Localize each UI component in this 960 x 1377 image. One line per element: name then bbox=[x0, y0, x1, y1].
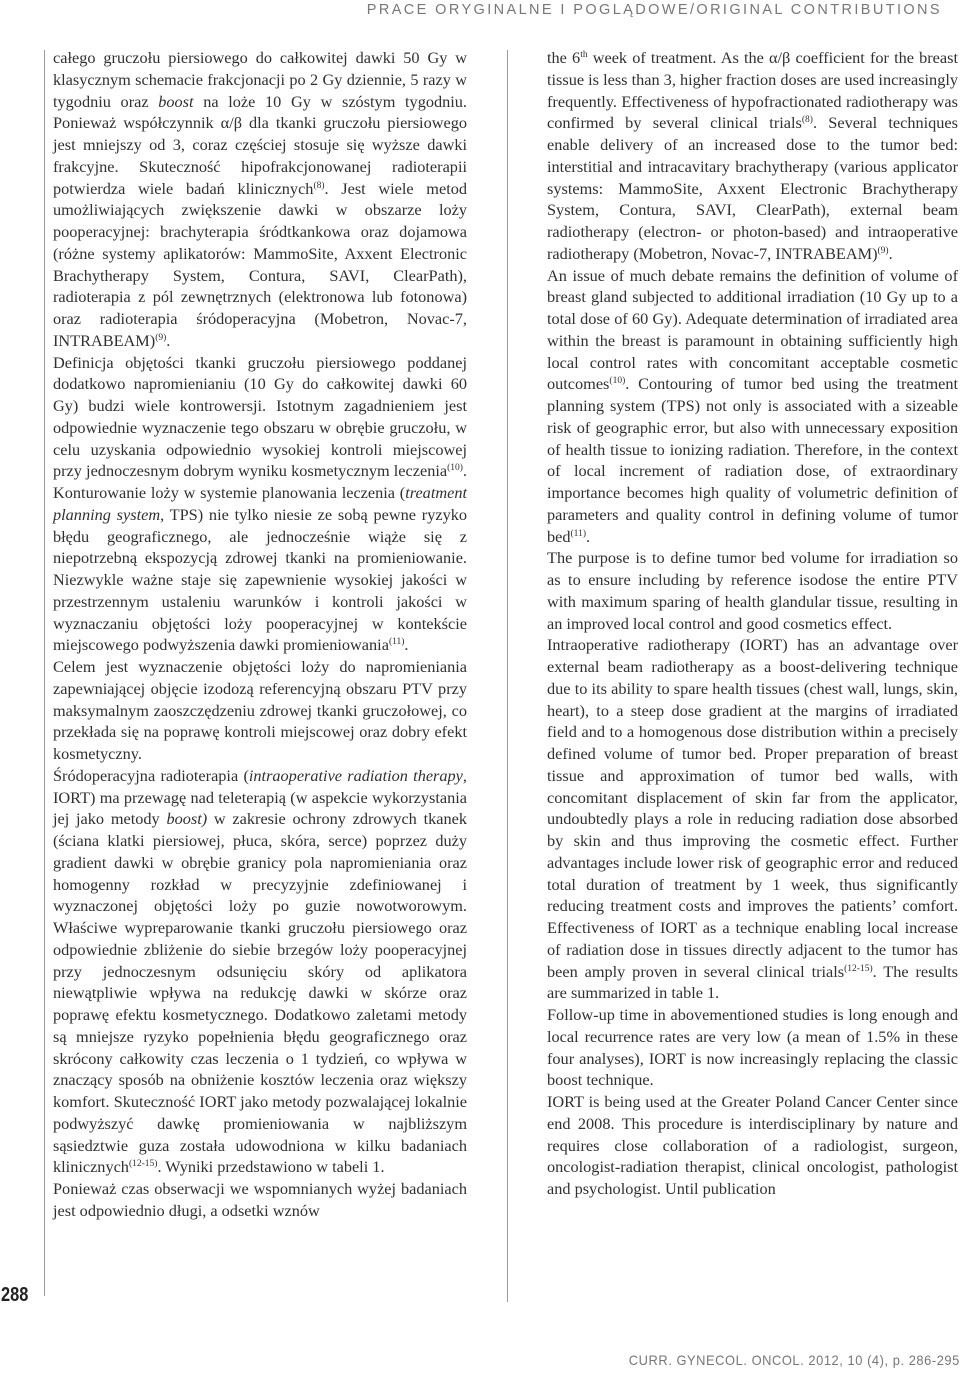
paragraph: the 6th week of treatment. As the α/β coefficient for the breast tissue is less than 3, higher fraction doses are used increasingly frequently. Effectiveness of hypofractionated radiotherapy was confirmed by several clinical trials$^{(8)}$. Several techniques enable delivery of an increased dose to the tumor bed: interstitial and intracavitary brachytherapy (various applicator systems: MammoSite, Axxent Electronic Brachytherapy System, Contura, SAVI, ClearPath), external beam radiotherapy (electron- or photon-based) and intraoperative radiotherapy (Mobetron, Novac-7, INTRABEAM)$^{(9)}$. bbox=[547, 48, 958, 263]
page-number: 288 bbox=[1, 1284, 29, 1306]
paragraph: IORT is being used at the Greater Poland Cancer Center since end 2008. This procedure is interdisciplinary by nature and requires close collaboration of a radiologist, surgeon, oncologist-radiation therapist, clinical oncologist, pathologist and psychologist. Until publication bbox=[547, 1092, 958, 1198]
paragraph: Intraoperative radiotherapy (IORT) has an advantage over external beam radiotherapy as a boost-delivering technique due to its ability to spare health tissues (chest wall, lungs, skin, heart), to a steep dose gradient at the margins of irradiated field and to a homogenous dose distribution within a precisely defined volume of tumor bed. Proper preparation of breast tissue and approximation of tumor bed walls, with concomitant displacement of skin far from the applicator, undoubtedly plays a role in reducing radiation dose absorbed by skin and thus improving the cosmetic effect. Further advantages include lower risk of geographic error and reduced total duration of treatment by 1 week, thus significantly reducing treatment costs and improves the patients’ comfort. Effectiveness of IORT as a technique enabling local increase of radiation dose in tissues directly adjacent to the tumor has been amply proven in several clinical trials$^{(12-15)}$. The results are summarized in table 1. bbox=[547, 635, 958, 1003]
reference-marker: (10) bbox=[447, 463, 463, 474]
page-number-rule bbox=[44, 50, 45, 1296]
paragraph: Ponieważ czas obserwacji we wspomnianych wyżej badaniach jest odpowiednio długi, a odsetki wznów bbox=[53, 1179, 467, 1220]
journal-citation-footer: CURR. GYNECOL. ONCOL. 2012, 10 (4), p. 286-295 bbox=[628, 1352, 960, 1368]
reference-marker: (10) bbox=[609, 376, 626, 387]
reference-marker: (8) bbox=[313, 180, 325, 191]
paragraph: Definicja objętości tkanki gruczołu piersiowego poddanej dodatkowo napromienianiu (10 Gy do całkowitej dawki 60 Gy) budzi wiele kontrowersji. Istotnym zagadnieniem jest odpowiednie wyznaczenie tego obszaru w obrębie gruczołu, w celu uzyskania odpowiednio wysokiej kontroli miejscowej przy jednoczesnym dobrym wyniku kosmetycznym leczenia$^{(10)}$. Konturowanie loży w systemie planowania leczenia (treatment planning system, TPS) nie tylko niesie ze sobą pewne ryzyko błędu geograficznego, ale jednocześnie wiąże się z niepotrzebną ekspozycją zdrowej tkanki na promieniowanie. Niezwykle ważne staje się zapewnienie wysokiej jakości w przestrzennym ustaleniu warunków i kontroli jakości w wyznaczaniu objętości loży pooperacyjnej w kontekście miejscowego podwyższenia dawki promieniowania$^{(11)}$. bbox=[53, 352, 467, 655]
right-column-english bbox=[547, 47, 958, 1200]
reference-marker: (11) bbox=[388, 637, 405, 648]
paragraph: całego gruczołu piersiowego do całkowitej dawki 50 Gy w klasycznym schemacie frakcjonacji po 2 Gy dziennie, 5 razy w tygodniu oraz boost na loże 10 Gy w szóstym tygodniu. Ponieważ współczynnik α/β dla tkanki gruczołu piersiowego jest mniejszy od 3, coraz częściej stosuje się wyższe dawki frakcyjne. Skuteczność hipofrakcjonowanej radioterapii potwierdza wiele badań klinicznych$^{(8)}$. Jest wiele metod umożliwiających zwiększenie dawki w obszarze loży pooperacyjnej: brachyterapia śródtkankowa oraz dojamowa (różne systemy aplikatorów: MammoSite, Axxent Electronic Brachytherapy System, Contura, SAVI, ClearPath), radioterapia z pól zewnętrznych (elektronowa lub fotonowa) oraz radioterapia śródoperacyjna (Mobetron, Novac-7, INTRABEAM)$^{(9)}$. bbox=[53, 48, 468, 350]
reference-marker: (9) bbox=[155, 332, 167, 343]
reference-marker: (12-15) bbox=[844, 963, 873, 974]
column-divider bbox=[507, 50, 508, 1302]
paragraph: The purpose is to define tumor bed volume for irradiation so as to ensure including by reference isodose the entire PTV with maximum sparing of health glandular tissue, resulting in an improved local control and good cosmetics effect. bbox=[547, 548, 958, 633]
reference-marker: (12-15) bbox=[128, 1159, 158, 1170]
paragraph: Śródoperacyjna radioterapia (intraoperative radiation therapy, IORT) ma przewagę nad teleterapią (w aspekcie wykorzystania jej jako metody boost) w zakresie ochrony zdrowych tkanek (ściana klatki piersiowej, płuca, skóra, serce) poprzez duży gradient dawki w obrębie granicy pola napromieniania oraz homogenny rozkład w precyzyjnie zdefiniowanej i wyznaczonej objętości loży po guzie nowotworowym. Właściwe wypreparowanie tkanki gruczołu piersiowego oraz odpowiednie zbliżenie do siebie brzegów loży pooperacyjnej przy jednoczesnym odsunięciu skóry od aplikatora niewątpliwie wpływa na redukcję dawki w skórze oraz poprawę efektu kosmetycznego. Dodatkowo zaletami metody są mniejsze ryzyko popełnienia błędu geograficznego oraz skrócony całkowity czas leczenia o 1 tydzień, co wpływa w znaczący sposób na obniżenie kosztów leczenia oraz większy komfort. Skuteczność IORT jako metody pozwalającej lokalnie podwyższyć dawkę promieniowania w najbliższym sąsiedztwie guza została udowodniona w kilku badaniach klinicznych$^{(12-15)}$. Wyniki przedstawiono w tabeli 1. bbox=[53, 765, 467, 1177]
running-header: PRACE ORYGINALNE I POGLĄDOWE/ORIGINAL CONTRIBUTIONS bbox=[366, 2, 942, 18]
left-column-polish bbox=[53, 47, 467, 1222]
paragraph: An issue of much debate remains the definition of volume of breast gland subjected to additional irradiation (10 Gy up to a total dose of 60 Gy). Adequate determination of irradiated area within the breast is paramount in obtaining sufficiently high local control rates with concomitant acceptable cosmetic outcomes$^{(10)}$. Contouring of tumor bed using the treatment planning system (TPS) not only is associated with a sizeable risk of geographic error, but also with unnecessary exposition of health tissue to ionizing radiation. Therefore, in the context of local increment of radiation dose, of extraordinary importance becomes high quality of volumetric definition of parameters and quality control in defining volume of tumor bed$^{(11)}$. bbox=[547, 265, 958, 546]
paragraph: Follow-up time in abovementioned studies is long enough and local recurrence rates are very low (a mean of 1.5% in these four analyses), IORT is now increasingly replacing the classic boost technique. bbox=[547, 1005, 958, 1090]
paragraph: Celem jest wyznaczenie objętości loży do napromieniania zapewniającej objęcie izodozą referencyjną obszaru PTV przy maksymalnym zaoszczędzeniu zdrowej tkanki gruczołowej, co przekłada się na poprawę kontroli miejscowej oraz dobry efekt kosmetyczny. bbox=[53, 657, 467, 763]
reference-marker: (11) bbox=[570, 528, 586, 539]
reference-marker: (9) bbox=[877, 245, 889, 256]
reference-marker: (8) bbox=[801, 115, 813, 126]
